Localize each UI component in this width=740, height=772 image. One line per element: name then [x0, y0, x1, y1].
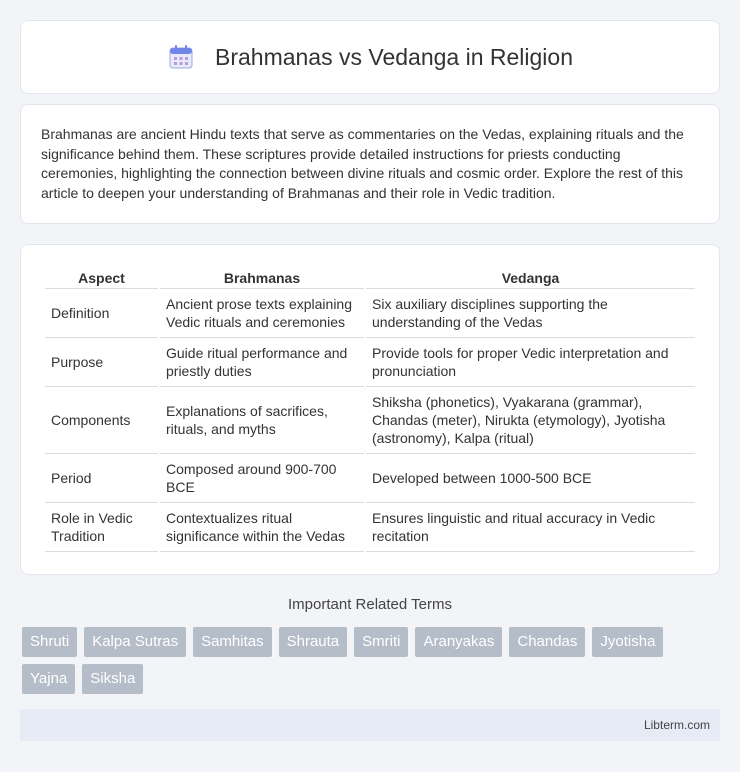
table-header-row [45, 263, 695, 289]
table-cell-aspect: Definition [45, 289, 158, 338]
table-row [45, 338, 695, 387]
table-row [45, 387, 695, 454]
related-term-tag[interactable]: Siksha [82, 664, 143, 694]
table-cell-aspect: Purpose [45, 338, 158, 387]
related-terms-list [22, 627, 722, 701]
table-cell-brahmanas: Guide ritual performance and priestly duties [160, 338, 364, 387]
related-term-tag[interactable]: Chandas [509, 627, 585, 657]
intro-card [20, 104, 720, 224]
comparison-table [43, 263, 697, 552]
page-title: Brahmanas vs Vedanga in Religion [214, 43, 573, 70]
calendar-icon [167, 43, 195, 71]
table-row [45, 289, 695, 338]
table-row [45, 454, 695, 503]
related-term-tag[interactable]: Kalpa Sutras [84, 627, 186, 657]
related-term-tag[interactable]: Aranyakas [415, 627, 502, 657]
table-cell-vedanga: Six auxiliary disciplines supporting the understanding of the Vedas [366, 289, 695, 338]
table-cell-vedanga: Ensures linguistic and ritual accuracy in Vedic recitation [366, 503, 695, 552]
table-cell-vedanga: Shiksha (phonetics), Vyakarana (grammar), Chandas (meter), Nirukta (etymology), Jyotisha (astronomy), Kalpa (ritual) [366, 387, 695, 454]
related-term-tag[interactable]: Samhitas [193, 627, 272, 657]
table-cell-brahmanas: Composed around 900-700 BCE [160, 454, 364, 503]
column-header-brahmanas: Brahmanas [160, 263, 364, 289]
table-row [45, 503, 695, 552]
column-header-vedanga: Vedanga [366, 263, 695, 289]
table-cell-brahmanas: Explanations of sacrifices, rituals, and myths [160, 387, 364, 454]
footer-site-link[interactable]: Libterm.com [643, 718, 710, 732]
table-cell-aspect: Period [45, 454, 158, 503]
related-terms-heading: Important Related Terms [288, 596, 452, 613]
table-cell-aspect: Components [45, 387, 158, 454]
table-cell-vedanga: Developed between 1000-500 BCE [366, 454, 695, 503]
table-cell-aspect: Role in Vedic Tradition [45, 503, 158, 552]
footer [20, 709, 720, 741]
table-cell-brahmanas: Ancient prose texts explaining Vedic rituals and ceremonies [160, 289, 364, 338]
related-term-tag[interactable]: Smriti [354, 627, 408, 657]
comparison-table-card [20, 244, 720, 575]
related-term-tag[interactable]: Jyotisha [592, 627, 663, 657]
column-header-aspect: Aspect [45, 263, 158, 289]
table-cell-vedanga: Provide tools for proper Vedic interpretation and pronunciation [366, 338, 695, 387]
related-term-tag[interactable]: Shrauta [279, 627, 348, 657]
related-term-tag[interactable]: Shruti [22, 627, 77, 657]
intro-paragraph: Brahmanas are ancient Hindu texts that serve as commentaries on the Vedas, explaining rituals and the significance behind them. These scriptures provide detailed instructions for priests conducting ceremonies, highlighting the connection between divine rituals and cosmic order. Explore the rest of this article to deepen your understanding of Brahmanas and their role in Vedic tradition. [41, 126, 684, 201]
related-term-tag[interactable]: Yajna [22, 664, 75, 694]
title-card [20, 20, 720, 94]
table-cell-brahmanas: Contextualizes ritual significance within the Vedas [160, 503, 364, 552]
